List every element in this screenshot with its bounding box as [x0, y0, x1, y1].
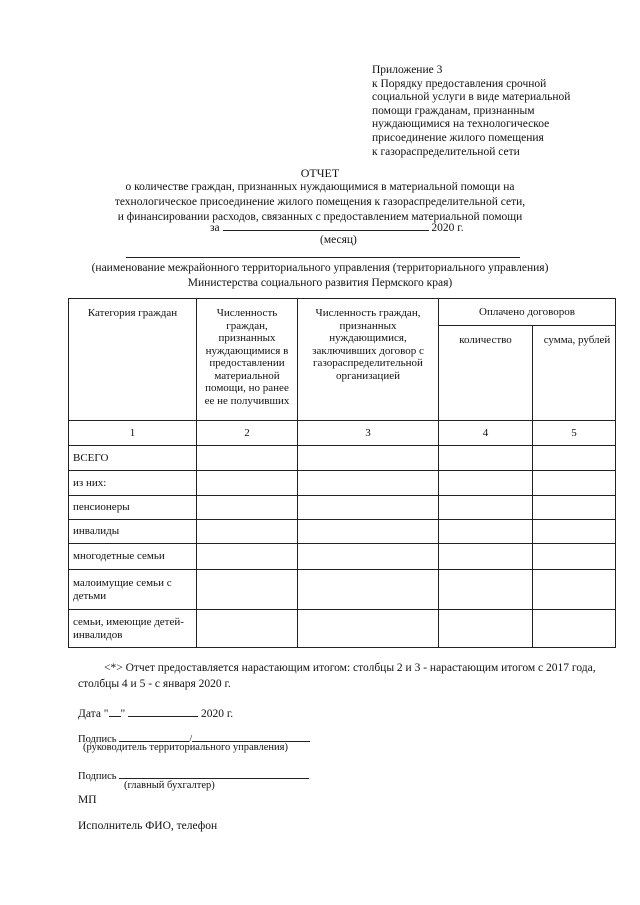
row-category: инвалиды — [69, 520, 197, 544]
col-number: 2 — [197, 421, 298, 446]
period-caption: (месяц) — [320, 234, 357, 246]
data-cell[interactable] — [439, 446, 533, 471]
data-cell[interactable] — [298, 471, 439, 496]
data-cell[interactable] — [439, 544, 533, 570]
table-row — [69, 610, 616, 648]
report-description-line: технологическое присоединение жилого помещения к газораспределительной сети, — [114, 196, 526, 208]
signature-label: Подпись — [78, 734, 117, 745]
row-category: пенсионеры — [69, 496, 197, 520]
header-category: Категория граждан — [69, 299, 197, 421]
report-description-line: и финансировании расходов, связанных с предоставлением материальной помощи — [117, 211, 523, 223]
month-blank[interactable] — [223, 220, 429, 231]
appendix-header — [372, 64, 570, 159]
data-cell[interactable] — [197, 446, 298, 471]
appendix-line: нуждающимися на технологическое — [372, 118, 550, 131]
footnote: <*> Отчет предоставляется нарастающим итогом: столбцы 2 и 3 - нарастающим итогом с 2017 года, столбцы 4 и 5 - с января 2020 г. — [78, 662, 596, 690]
report-title: ОТЧЕТ — [300, 166, 340, 180]
col-number: 3 — [298, 421, 439, 446]
header-contracted: Численность граждан, признанных нуждающимися, заключивших договор с газораспределительной организацией — [298, 299, 439, 421]
org-name-line[interactable] — [126, 257, 520, 258]
org-caption-1: (наименование межрайонного территориального управления (территориального управления) — [91, 262, 549, 274]
table-row — [69, 446, 616, 471]
row-category: многодетные семьи — [69, 544, 197, 570]
report-period — [210, 220, 464, 234]
data-cell[interactable] — [197, 570, 298, 610]
data-cell[interactable] — [197, 496, 298, 520]
row-category: малоимущие семьи с детьми — [69, 570, 197, 610]
data-cell[interactable] — [298, 520, 439, 544]
appendix-line: присоединение жилого помещения — [372, 131, 544, 144]
signature-label: Подпись — [78, 771, 117, 782]
appendix-line: к газораспределительной сети — [372, 145, 520, 158]
appendix-line: помощи гражданам, признанным — [372, 104, 535, 117]
table-row — [69, 570, 616, 610]
period-prefix: за — [210, 222, 220, 234]
date-quote: " — [120, 708, 126, 720]
signature-accountant-caption: (главный бухгалтер) — [124, 780, 215, 791]
signature-blank[interactable] — [119, 768, 309, 779]
signature-head-caption: (руководитель территориального управления) — [83, 742, 288, 753]
header-paid-sum: сумма, рублей — [533, 326, 616, 421]
data-cell[interactable] — [533, 496, 616, 520]
data-cell[interactable] — [298, 544, 439, 570]
date-year: 2020 г. — [200, 708, 234, 720]
executor-line: Исполнитель ФИО, телефон — [78, 820, 218, 832]
month-blank[interactable] — [128, 706, 198, 717]
col-number: 1 — [69, 421, 197, 446]
report-description-line: о количестве граждан, признанных нуждающимися в материальной помощи на — [125, 181, 515, 193]
data-cell[interactable] — [197, 520, 298, 544]
data-cell[interactable] — [533, 520, 616, 544]
data-cell[interactable] — [439, 496, 533, 520]
date-label: Дата " — [78, 708, 109, 720]
table-row — [69, 496, 616, 520]
header-recognized: Численность граждан, признанных нуждающимися в предоставлении материальной помощи, но ранее ее не получивших — [197, 299, 298, 421]
org-caption-2: Министерства социального развития Пермского края) — [187, 277, 453, 289]
name-blank[interactable] — [192, 731, 310, 742]
data-cell[interactable] — [298, 496, 439, 520]
table-row — [69, 520, 616, 544]
data-cell[interactable] — [533, 446, 616, 471]
appendix-line: социальной услуги в виде материальной — [372, 91, 571, 104]
col-number: 4 — [439, 421, 533, 446]
appendix-line: к Порядку предоставления срочной — [372, 77, 547, 90]
data-cell[interactable] — [298, 610, 439, 648]
data-cell[interactable] — [298, 570, 439, 610]
data-cell[interactable] — [197, 471, 298, 496]
data-cell[interactable] — [197, 544, 298, 570]
col-number: 5 — [533, 421, 616, 446]
row-category: семьи, имеющие детей-инвалидов — [69, 610, 197, 648]
data-cell[interactable] — [439, 570, 533, 610]
data-cell[interactable] — [533, 570, 616, 610]
data-cell[interactable] — [533, 544, 616, 570]
row-category: из них: — [69, 471, 197, 496]
data-cell[interactable] — [533, 471, 616, 496]
data-cell[interactable] — [298, 446, 439, 471]
data-cell[interactable] — [533, 610, 616, 648]
table-row — [69, 471, 616, 496]
day-blank[interactable] — [109, 706, 121, 717]
header-paid-group: Оплачено договоров — [439, 299, 616, 326]
data-cell[interactable] — [439, 471, 533, 496]
period-year: 2020 г. — [431, 222, 464, 234]
header-paid-count: количество — [439, 326, 533, 421]
table-row — [69, 544, 616, 570]
report-description — [0, 180, 640, 225]
data-cell[interactable] — [439, 520, 533, 544]
row-category: ВСЕГО — [69, 446, 197, 471]
data-cell[interactable] — [197, 610, 298, 648]
signature-head: Подпись / — [78, 731, 310, 745]
date-line — [78, 706, 233, 720]
signature-blank[interactable] — [119, 731, 189, 742]
appendix-line: Приложение 3 — [372, 64, 443, 76]
data-cell[interactable] — [439, 610, 533, 648]
report-table — [68, 298, 616, 648]
stamp-mark: МП — [78, 794, 97, 806]
